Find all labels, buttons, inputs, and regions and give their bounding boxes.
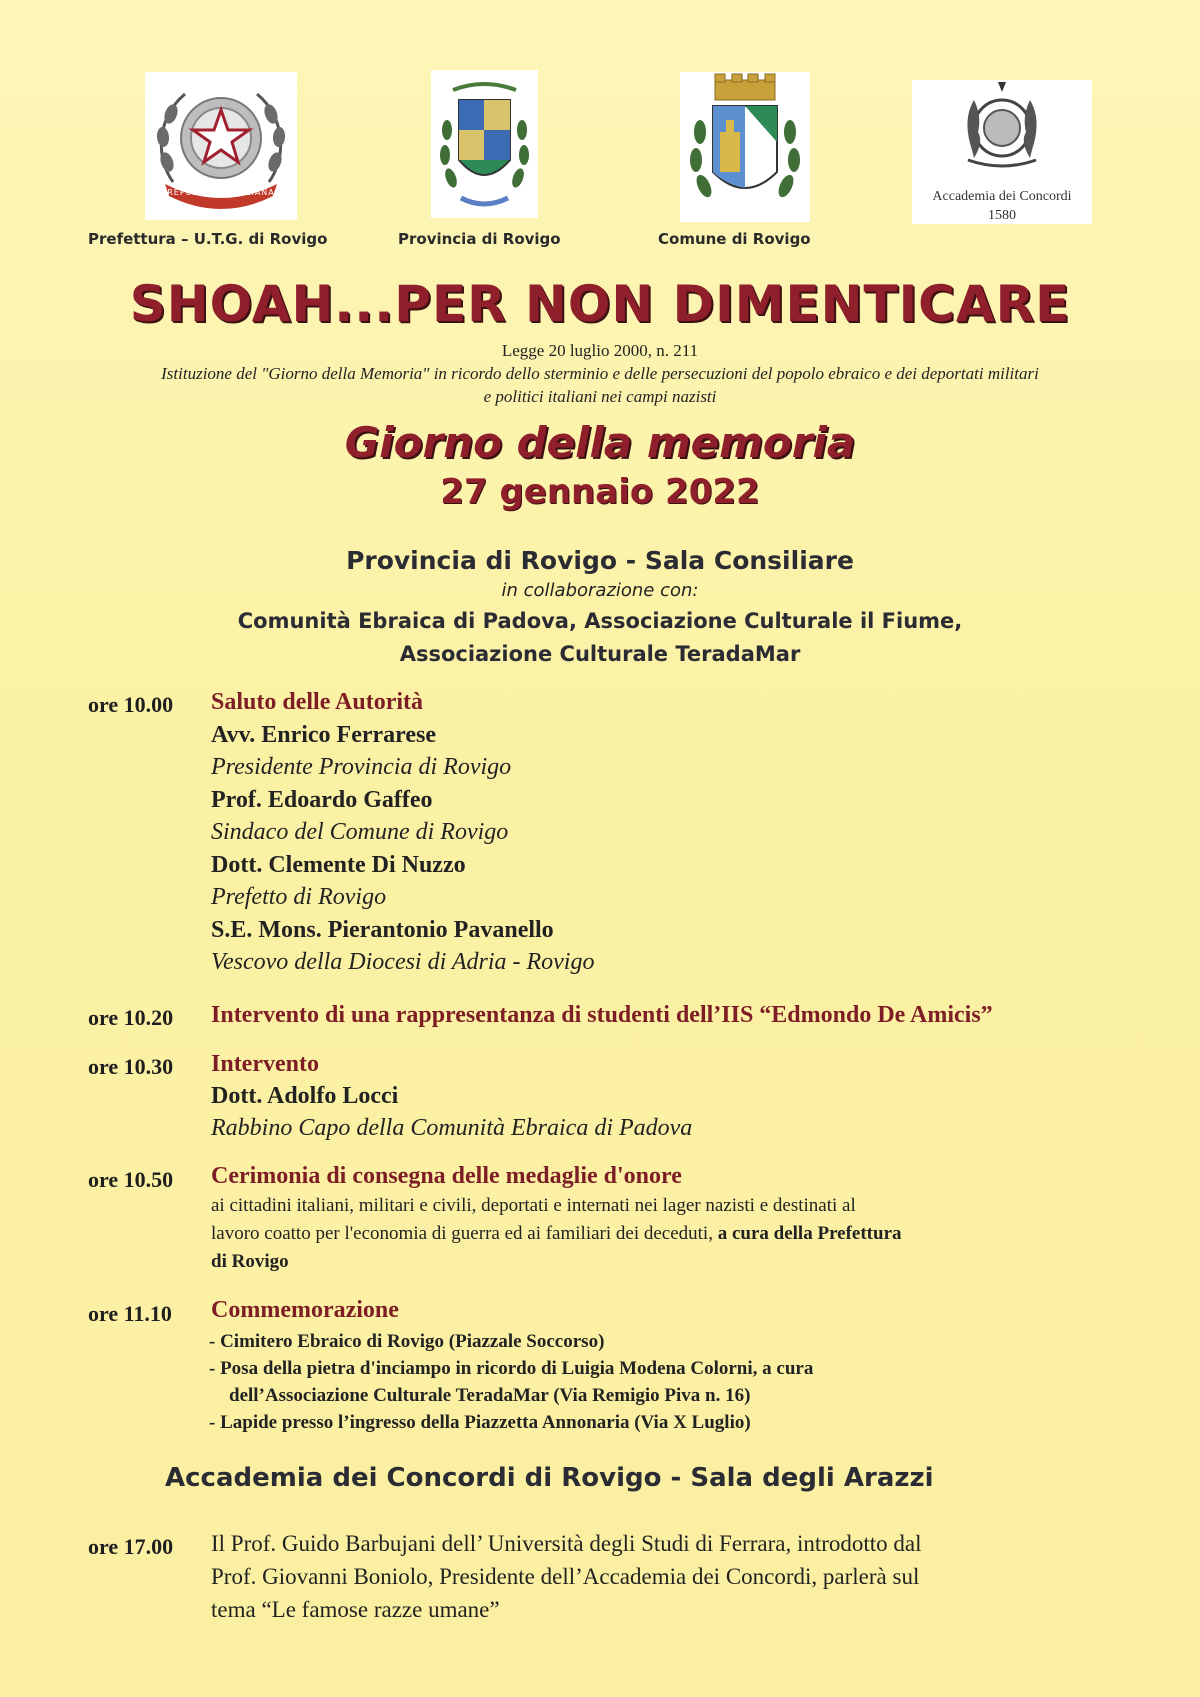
provincia-di-rovigo-crest: [431, 70, 538, 218]
speaker-line: Dott. Clemente Di Nuzzo: [211, 852, 466, 878]
law-description-line2: e politici italiani nei campi nazisti: [483, 387, 717, 406]
event-subtitle: Giorno della memoria: [344, 418, 856, 467]
time-1700: ore 17.00: [88, 1534, 174, 1559]
time-1000: ore 10.00: [88, 692, 174, 717]
cerimonia-desc-text: lavoro coatto per l'economia di guerra ed ai familiari dei deceduti,: [211, 1223, 718, 1244]
cerimonia-desc-bold2: di Rovigo: [211, 1251, 289, 1272]
organizations-line2: Associazione Culturale TeradaMar: [399, 642, 801, 666]
evening-desc-line2: Prof. Giovanni Boniolo, Presidente dell’Accademia dei Concordi, parlerà sul: [211, 1564, 920, 1589]
commemorazione-item: - Lapide presso l’ingresso della Piazzetta Annonaria (Via X Luglio): [209, 1412, 751, 1433]
law-reference: Legge 20 luglio 2000, n. 211: [501, 341, 699, 360]
time-1020: ore 10.20: [88, 1005, 174, 1030]
event-date: 27 gennaio 2022: [440, 472, 760, 512]
item-title-cerimonia: Cerimonia di consegna delle medaglie d'onore: [211, 1163, 682, 1189]
logo-label-prefettura: Prefettura – U.T.G. di Rovigo: [88, 230, 328, 248]
cerimonia-desc-line1: ai cittadini italiani, militari e civili, deportati e internati nei lager nazisti e destinati al: [211, 1195, 856, 1216]
cerimonia-desc-line2: [211, 1223, 902, 1245]
time-1110: ore 11.10: [88, 1301, 172, 1326]
speaker-role: Sindaco del Comune di Rovigo: [211, 819, 509, 845]
item-title-intervento: Intervento: [211, 1051, 319, 1077]
logo-label-provincia: Provincia di Rovigo: [398, 230, 561, 248]
accademia-caption-year: 1580: [988, 208, 1016, 223]
speaker-line: Dott. Adolfo Locci: [211, 1083, 399, 1109]
speaker-role: Rabbino Capo della Comunità Ebraica di Padova: [211, 1115, 693, 1141]
speaker-line: Prof. Edoardo Gaffeo: [211, 787, 433, 813]
commemorazione-item-continued: dell’Associazione Culturale TeradaMar (Via Remigio Piva n. 16): [229, 1385, 751, 1406]
commemorazione-item: - Posa della pietra d'inciampo in ricordo di Luigia Modena Colorni, a cura: [209, 1358, 814, 1379]
speaker-line: S.E. Mons. Pierantonio Pavanello: [211, 917, 554, 943]
logo-label-comune: Comune di Rovigo: [658, 230, 811, 248]
speaker-role: Presidente Provincia di Rovigo: [211, 754, 512, 780]
cerimonia-desc-line3: [211, 1251, 289, 1273]
venue-heading: Provincia di Rovigo - Sala Consiliare: [346, 546, 854, 575]
emblem-ribbon-text: REPUBBLICA ITALIANA: [167, 188, 275, 197]
time-1050: ore 10.50: [88, 1167, 174, 1192]
item-title-commemorazione: Commemorazione: [211, 1297, 399, 1323]
accademia-caption: [912, 187, 1092, 225]
collaboration-label: in collaborazione con:: [501, 580, 699, 601]
organizations-line1: Comunità Ebraica di Padova, Associazione Culturale il Fiume,: [237, 609, 963, 633]
time-1030: ore 10.30: [88, 1054, 174, 1079]
law-description-line1: Istituzione del "Giorno della Memoria" in ricordo dello sterminio e delle persecuzioni del popolo ebraico e dei deportati militari: [161, 364, 1039, 383]
main-title: SHOAH...PER NON DIMENTICARE: [129, 275, 1071, 333]
comune-di-rovigo-crest: [680, 72, 810, 222]
evening-desc-line1: Il Prof. Guido Barbujani dell’ Università degli Studi di Ferrara, introdotto dal: [211, 1531, 922, 1556]
speaker-line: Avv. Enrico Ferrarese: [211, 722, 437, 748]
cerimonia-desc-bold: a cura della Prefettura: [717, 1223, 902, 1244]
accademia-caption-name: Accademia dei Concordi: [932, 189, 1072, 204]
speaker-role: Vescovo della Diocesi di Adria - Rovigo: [211, 949, 595, 975]
repubblica-italiana-emblem: [145, 72, 297, 220]
item-title-saluto: Saluto delle Autorità: [211, 689, 424, 715]
commemorazione-item: - Cimitero Ebraico di Rovigo (Piazzale Soccorso): [209, 1331, 605, 1352]
speaker-role: Prefetto di Rovigo: [211, 884, 387, 910]
venue2-heading: Accademia dei Concordi di Rovigo - Sala degli Arazzi: [165, 1463, 934, 1493]
evening-desc-line3: tema “Le famose razze umane”: [211, 1597, 500, 1622]
item-title-studenti: Intervento di una rappresentanza di studenti dell’IIS “Edmondo De Amicis”: [211, 1002, 993, 1028]
